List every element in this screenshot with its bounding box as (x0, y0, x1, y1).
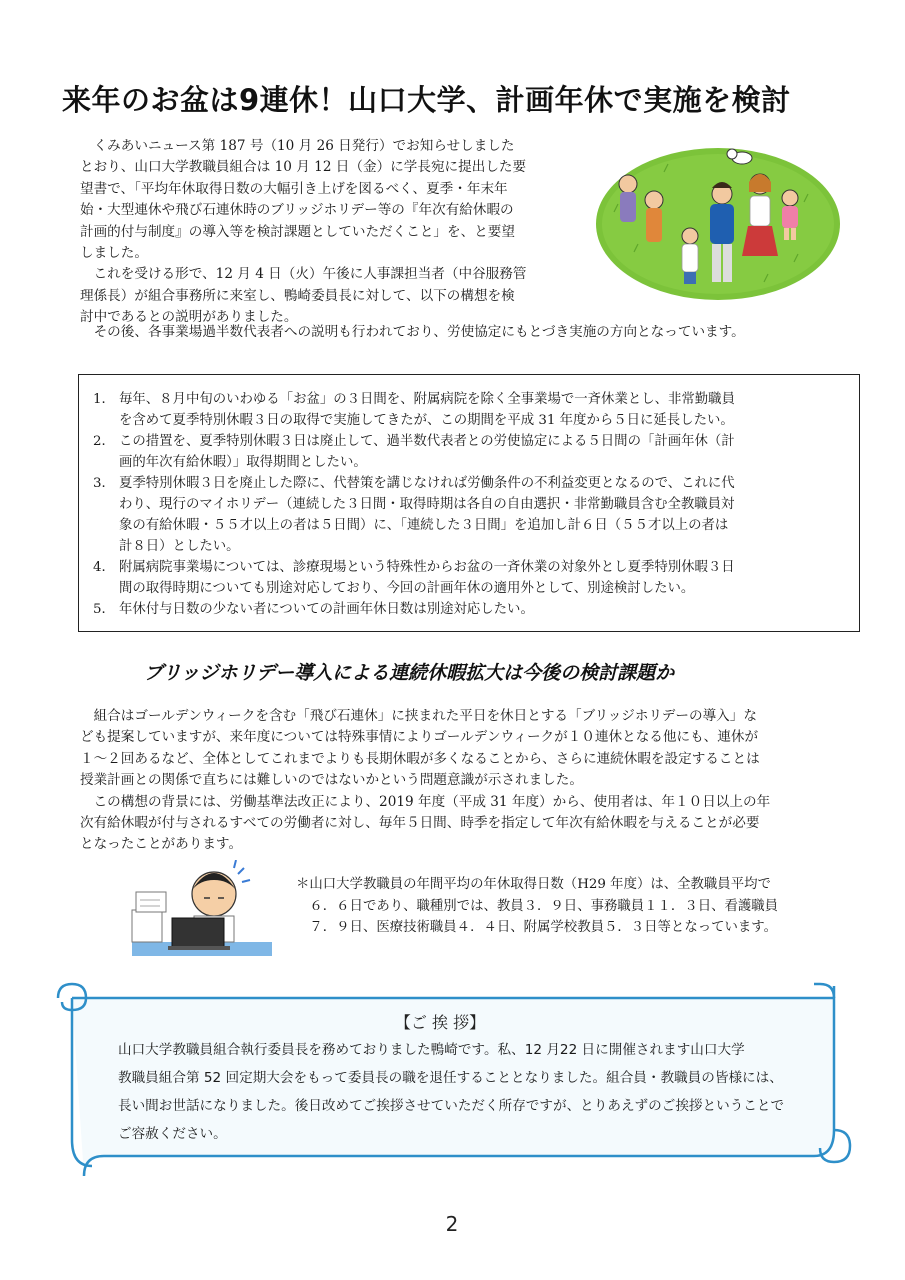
tired-office-worker-illustration (128, 860, 274, 960)
intro-line: これを受ける形で、12 月 4 日（火）午後に人事課担当者（中谷服務管 (80, 266, 527, 283)
intro-paragraph (80, 136, 600, 329)
intro-line: 計画的付与制度』の導入等を検討課題としていただくこと」を、と要望 (80, 223, 515, 240)
intro-line: とおり、山口大学教職員組合は 10 月 12 日（金）に学長宛に提出した要 (80, 159, 527, 176)
greeting-text: 山口大学教職員組合執行委員長を務めておりました鴨崎です。私、12 月22 日に開催されます山口大学 教職員組合第 52 回定期大会をもって委員長の職を退任することとなりました。組合員・教職員の皆様には、 長い間お世話になりました。後日改めてご挨拶させていただく所存ですが、とりあえずのご挨拶ということで ご容赦ください。 (118, 1042, 785, 1142)
bridge-holiday-paragraph: 組合はゴールデンウィークを含む「飛び石連休」に挟まれた平日を休日とする「ブリッジホリデーの導入」な ども提案していますが、来年度については特殊事情によりゴールデンウィークが１０連休となる他にも、連休が １～２回あるなど、全体としてこれまでよりも長期休暇が多くなることから、さらに連続休暇を設定することは 授業計画との関係で直ちには難しいのではないかという問題意識が示されました。 この構想の背景には、労働基準法改正により、2019 年度（平成 31 年度）から、使用者は、年１０日以上の年 次有給休暇が付与されるすべての労働者に対し、毎年５日間、時季を指定して年次有給休暇を与えることが必要 となったことがあります。 (80, 708, 771, 853)
page-number: 2 (445, 1212, 459, 1236)
intro-line: くみあいニュース第 187 号（10 月 26 日発行）でお知らせしました (80, 138, 515, 154)
intro-line: 理係長）が組合事務所に来室し、鴨崎委員長に対して、以下の構想を検 (80, 287, 515, 304)
plan-outline-box: 1． 毎年、８月中旬のいわゆる「お盆」の３日間を、附属病院を除く全事業場で一斉休業とし、非常勤職員 を含めて夏季特別休暇３日の取得で実施してきたが、この期間を平成 31 年度から５日に延長したい。 2． この措置を、夏季特別休暇３日は廃止して、過半数代表者との労使協定による５日間の「計画年休（計 画的年次有給休暇）」取得期間としたい。 3． 夏季特別休暇３日を廃止した際に、代替策を講じなければ労働条件の不利益変更となるので、これに代 わり、現行のマイホリデー（連続した３日間・取得時期は各自の自由選択・非常勤職員含む全教職員対 象の有給休暇・５５才以上の者は５日間）に、「連続した３日間」を追加し計６日（５５才以上の者は 計８日）としたい。 4． 附属病院事業場については、診療現場という特殊性からお盆の一斉休業の対象外とし夏季特別休暇３日 間の取得時期についても別途対応しており、今回の計画年休の適用外として、別途検討したい。 5． 年休付与日数の少ない者についての計画年休日数は別途対応したい。 (78, 374, 860, 632)
family-lying-on-grass-illustration (594, 142, 842, 302)
leave-statistics-note: ＊山口大学教職員の年間平均の年休取得日数（H29 年度）は、全教職員平均で ６．６日であり、職種別では、教員３．９日、事務職員１１．３日、看護職員 ７．９日、医療技術職員４．４日、附属学校教員５．３日等となっています。 (296, 877, 779, 936)
intro-closing: その後、各事業場過半数代表者への説明も行われており、労使協定にもとづき実施の方向となっています。 (80, 324, 745, 340)
greeting-title: 【ご 挨 拶】 (394, 1013, 486, 1032)
intro-line: 始・大型連休や飛び石連休時のブリッジホリデー等の『年次有給休暇の (80, 202, 514, 219)
section-subtitle: ブリッジホリデー導入による連続休暇拡大は今後の検討課題か (144, 662, 675, 684)
article-title: 来年のお盆は9連休！山口大学、計画年休で実施を検討 (62, 83, 791, 117)
intro-line: 討中であるとの説明がありました。 (80, 309, 298, 326)
intro-line: しました。 (80, 245, 148, 262)
intro-line: 望書で、「平均年休取得日数の大幅引き上げを図るべく、夏季・年末年 (80, 180, 508, 197)
